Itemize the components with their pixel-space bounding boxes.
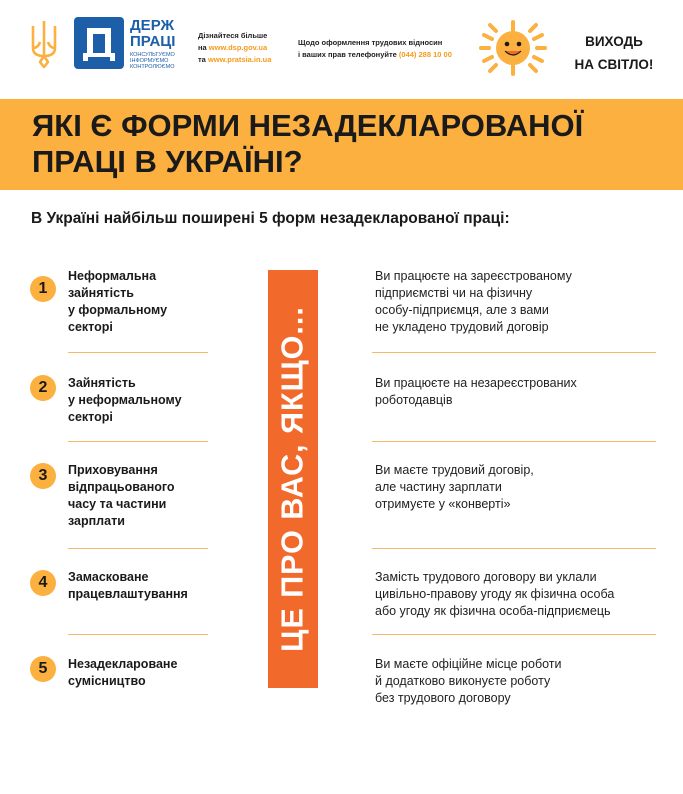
form-label-4: Замасковане працевлаштування [68,570,188,601]
form-condition-4: Замість трудового договору ви уклали цивільно-правову угоду як фізична особа або угоду як фізична особа-підприємець [375,570,615,618]
link-pratsia[interactable]: www.pratsia.in.ua [207,55,272,64]
form-label-3: Приховування відпрацьованого часу та частини зарплати [68,463,175,528]
info-phone: Щодо оформлення трудових відносин і ваших прав телефонуйте (044) 288 10 00 [298,38,452,59]
form-number-4: 4 [30,570,56,596]
derzhpratsi-logo-icon [74,17,124,69]
divider [372,441,656,442]
phone-number[interactable]: (044) 288 10 00 [398,50,452,59]
form-label-5: Незадеклароване сумісництво [68,657,178,688]
form-number-3: 3 [30,463,56,489]
cta-slogan: ВИХОДЬ НА СВІТЛО! [574,34,654,72]
page-title: ЯКІ Є ФОРМИ НЕЗАДЕКЛАРОВАНОЇ ПРАЦІ В УКРАЇНІ? [32,108,584,179]
sun-mascot-icon [470,18,556,78]
divider [68,441,208,442]
form-condition-3: Ви маєте трудовий договір, але частину зарплати отримуєте у «конверті» [375,463,534,511]
form-condition-5: Ви маєте офіційне місце роботи й додатково виконуєте роботу без трудового договору [375,657,562,705]
info-links: Дізнайтеся більше на www.dsp.gov.ua та www.pratsia.in.ua [198,31,272,64]
form-number-2: 2 [30,375,56,401]
vertical-banner-text: ЦЕ ПРО ВАС, ЯКЩО... [275,306,310,652]
divider [68,634,208,635]
divider [68,352,208,353]
logo-subtitle: КОНСУЛЬТУЄМО ІНФОРМУЄМО КОНТРОЛЮЄМО [130,52,175,70]
trident-emblem-icon [28,18,60,70]
form-condition-2: Ви працюєте на незареєстрованих роботодавців [375,376,577,407]
link-dsp[interactable]: www.dsp.gov.ua [208,43,268,52]
divider [372,634,656,635]
form-label-2: Зайнятість у неформальному секторі [68,376,182,424]
divider [372,548,656,549]
form-condition-1: Ви працюєте на зареєстрованому підприємстві чи на фізичну особу-підприємця, але з вами не укладено трудовий договір [375,269,572,334]
form-number-5: 5 [30,656,56,682]
form-number-1: 1 [30,276,56,302]
divider [68,548,208,549]
intro-text: В Україні найбільш поширені 5 форм незадекларованої праці: [31,210,510,227]
form-label-1: Неформальна зайнятість у формальному секторі [68,269,168,334]
divider [372,352,656,353]
logo-name: ДЕРЖ ПРАЦІ [130,17,176,50]
